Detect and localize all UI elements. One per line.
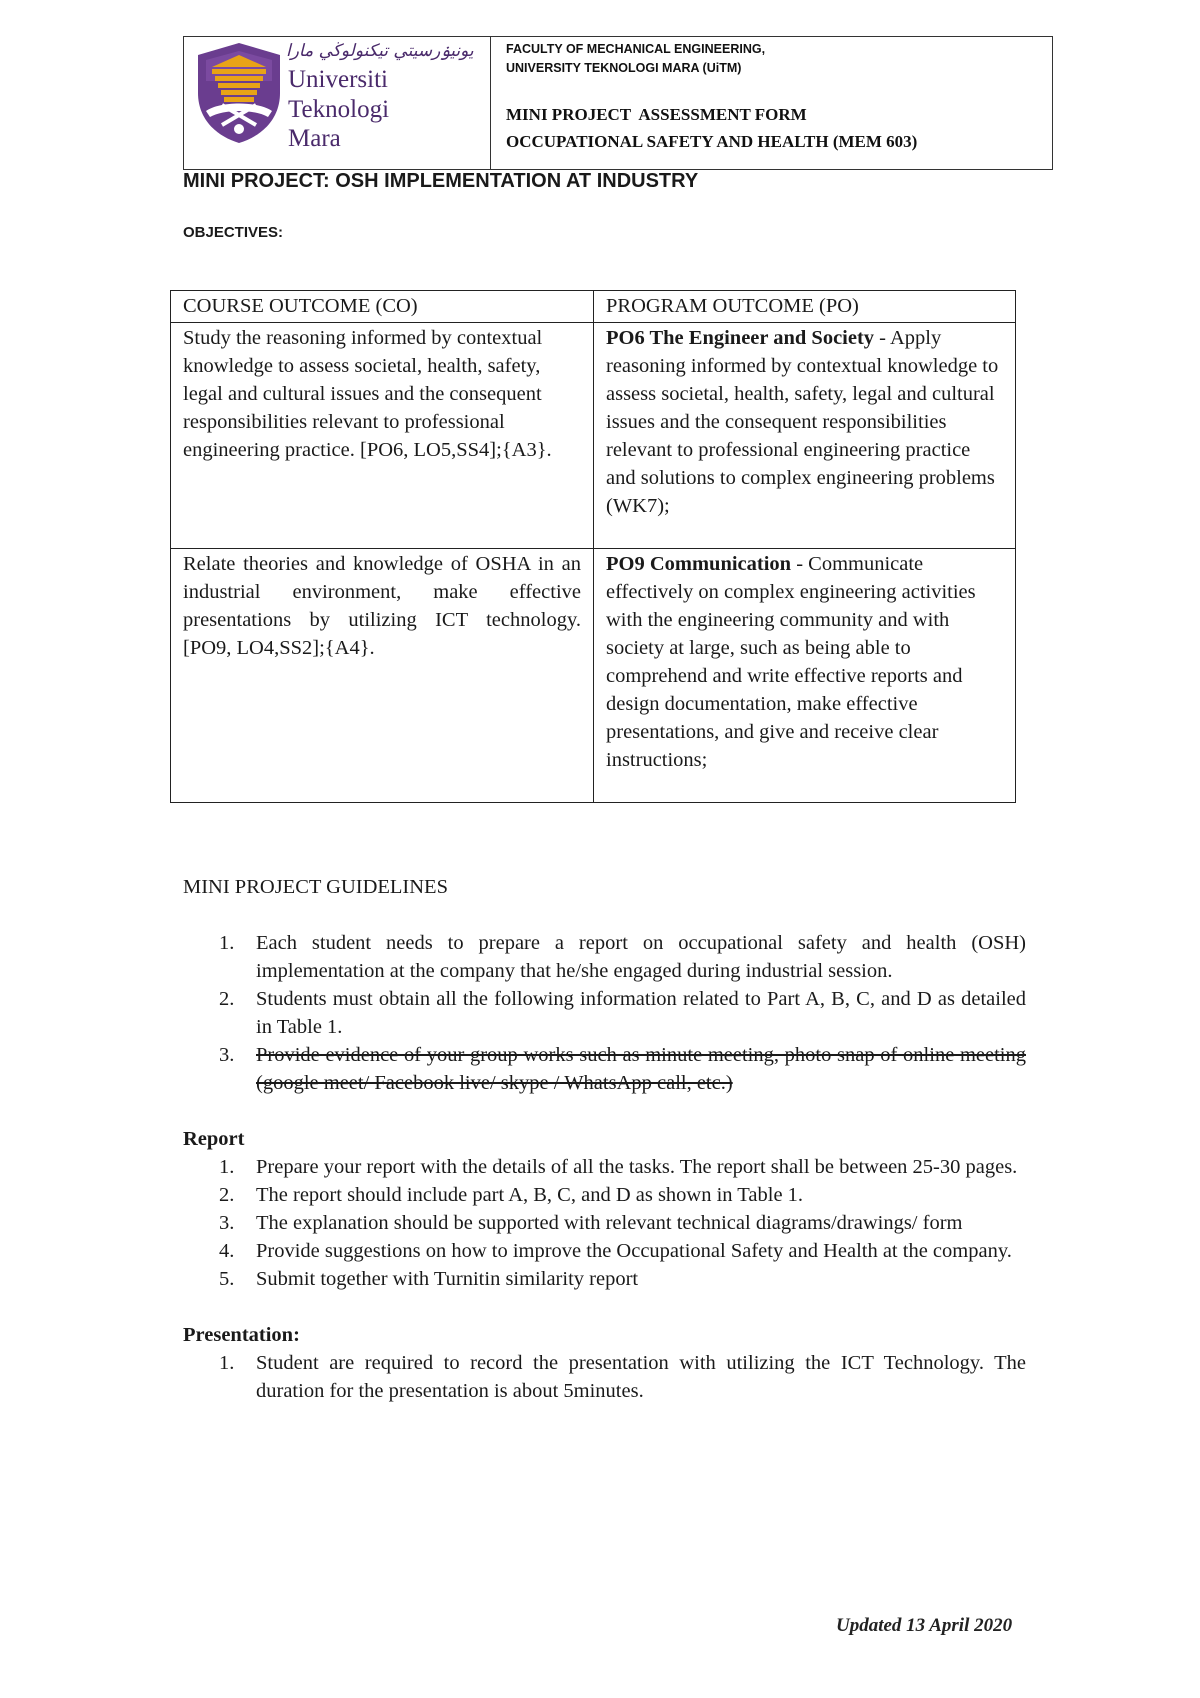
presentation-list bbox=[183, 1349, 1026, 1405]
faculty-line-2: UNIVERSITY TEKNOLOGI MARA (UiTM) bbox=[506, 61, 742, 75]
table-cell-po bbox=[594, 549, 1016, 803]
list-item: 5. Submit together with Turnitin similarity report bbox=[219, 1268, 639, 1290]
uitm-shield-icon bbox=[192, 41, 286, 145]
document-header bbox=[183, 36, 1053, 170]
guidelines-section bbox=[183, 873, 1026, 1405]
logo-word-universiti: Universiti bbox=[288, 66, 388, 93]
table-cell-co: Study the reasoning informed by contextual knowledge to assess societal, health, safety, legal and cultural issues and the consequent responsibilities relevant to professional engineering practice. [PO6, LO5,SS4];{A3}. bbox=[171, 323, 594, 549]
po-title: PO9 Communication bbox=[606, 553, 792, 575]
list-item-struck: 3. Provide evidence of your group works such as minute meeting, photo snap of online meeting (google meet/ Facebook live/ skype / WhatsApp call, etc.) bbox=[219, 1044, 1026, 1094]
form-title bbox=[506, 101, 917, 155]
po-description: - Apply reasoning informed by contextual knowledge to assess societal, health, safety, legal and cultural issues and the consequent responsibilities relevant to professional engineering practice and solutions to complex engineering problems (WK7); bbox=[606, 327, 999, 517]
presentation-heading: Presentation: bbox=[183, 1324, 300, 1346]
list-item-text: The report should include part A, B, C, and D as shown in Table 1. bbox=[256, 1184, 804, 1206]
logo-word-teknologi: Teknologi bbox=[288, 96, 390, 123]
list-item: 2. The report should include part A, B, C, and D as shown in Table 1. bbox=[219, 1184, 804, 1206]
faculty-name bbox=[506, 40, 765, 78]
header-info bbox=[506, 37, 1046, 169]
report-heading: Report bbox=[183, 1128, 245, 1150]
list-item-text: Student are required to record the presentation with utilizing the ICT Technology. The duration for the presentation is about 5minutes. bbox=[256, 1352, 1026, 1402]
list-item-text: Students must obtain all the following information related to Part A, B, C, and D as detailed in Table 1. bbox=[256, 988, 1026, 1038]
guidelines-list bbox=[183, 929, 1026, 1097]
faculty-line-1: FACULTY OF MECHANICAL ENGINEERING, bbox=[506, 42, 766, 56]
column-header-co: COURSE OUTCOME (CO) bbox=[171, 291, 594, 323]
list-item-text: Submit together with Turnitin similarity report bbox=[256, 1268, 639, 1290]
list-item: 1. Each student needs to prepare a report on occupational safety and health (OSH) implementation at the company that he/she engaged during industrial session. bbox=[219, 932, 1026, 982]
po-title: PO6 The Engineer and Society bbox=[606, 327, 875, 349]
jawi-script-text: يونيۏرسيتي تيكنولوڬي مارا bbox=[286, 41, 474, 61]
objectives-label: OBJECTIVES: bbox=[183, 224, 284, 241]
table-cell-co: Relate theories and knowledge of OSHA in an industrial environment, make effective presentations by utilizing ICT technology. [PO9, LO4,SS2];{A4}. bbox=[171, 549, 594, 803]
table-row bbox=[171, 323, 1016, 549]
report-list bbox=[183, 1153, 1026, 1293]
table-header-row bbox=[171, 291, 1016, 323]
logo-word-mara: Mara bbox=[288, 125, 341, 152]
updated-date: Updated 13 April 2020 bbox=[836, 1615, 1013, 1636]
list-item-text: Provide suggestions on how to improve the Occupational Safety and Health at the company. bbox=[256, 1240, 1012, 1262]
po-description: - Communicate effectively on complex engineering activities with the engineering community and with society at large, such as being able to comprehend and write effective reports and design documentation, make effective presentations, and give and receive clear instructions; bbox=[606, 553, 976, 771]
list-item-text: Prepare your report with the details of all the tasks. The report shall be between 25-30 pages. bbox=[256, 1156, 1018, 1178]
uitm-logo bbox=[184, 37, 490, 169]
list-item: 1. Prepare your report with the details of all the tasks. The report shall be between 25-30 pages. bbox=[219, 1156, 1018, 1178]
column-header-po: PROGRAM OUTCOME (PO) bbox=[594, 291, 1016, 323]
form-title-line-2: OCCUPATIONAL SAFETY AND HEALTH (MEM 603) bbox=[506, 132, 918, 151]
list-item-text: Provide evidence of your group works such as minute meeting, photo snap of online meeting (google meet/ Facebook live/ skype / WhatsApp call, etc.) bbox=[256, 1044, 1026, 1094]
outcome-table bbox=[170, 290, 1016, 803]
table-cell-po bbox=[594, 323, 1016, 549]
list-item-text: The explanation should be supported with relevant technical diagrams/drawings/ form bbox=[256, 1212, 963, 1234]
list-item: 2. Students must obtain all the following information related to Part A, B, C, and D as detailed in Table 1. bbox=[219, 988, 1026, 1038]
list-item-text: Each student needs to prepare a report on occupational safety and health (OSH) implementation at the company that he/she engaged during industrial session. bbox=[256, 932, 1026, 982]
list-item: 4. Provide suggestions on how to improve the Occupational Safety and Health at the company. bbox=[219, 1240, 1012, 1262]
list-item: 3. The explanation should be supported with relevant technical diagrams/drawings/ form bbox=[219, 1212, 963, 1234]
form-title-line-1: MINI PROJECT ASSESSMENT FORM bbox=[506, 105, 807, 124]
table-row bbox=[171, 549, 1016, 803]
page-title: MINI PROJECT: OSH IMPLEMENTATION AT INDUSTRY bbox=[183, 170, 699, 192]
list-item: 1. Student are required to record the presentation with utilizing the ICT Technology. The duration for the presentation is about 5minutes. bbox=[219, 1352, 1026, 1402]
header-divider bbox=[490, 37, 491, 169]
guidelines-heading: MINI PROJECT GUIDELINES bbox=[183, 876, 448, 898]
